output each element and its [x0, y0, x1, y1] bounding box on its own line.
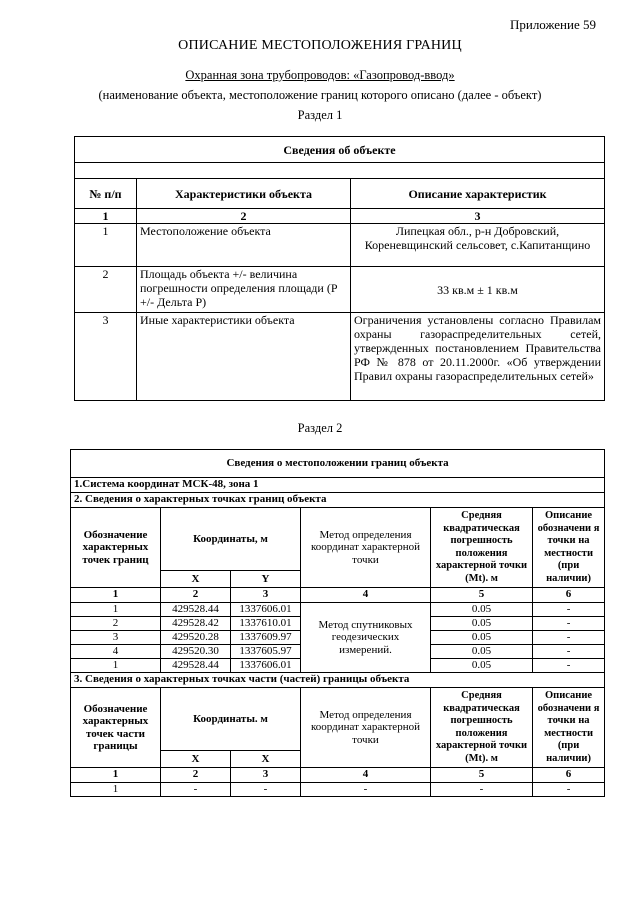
point-description: -	[533, 645, 605, 659]
table1-col-char: Характеристики объекта	[137, 179, 351, 209]
table2-index: 6	[533, 588, 605, 603]
point-description: -	[533, 617, 605, 631]
table-row	[75, 267, 605, 313]
point-x: 429528.44	[161, 603, 231, 617]
header-method: Метод определения координат характерной точки	[301, 688, 431, 768]
point-y: 1337606.01	[231, 659, 301, 673]
section-points-heading: 2. Сведения о характерных точках границ объекта	[71, 493, 605, 508]
table2-index: 1	[71, 768, 161, 783]
table-row	[71, 603, 605, 617]
header-coords-part: Координаты. м	[161, 688, 301, 751]
point-mt: 0.05	[431, 631, 533, 645]
part-point-x: -	[161, 783, 231, 797]
object-note: (наименование объекта, местоположение границ которого описано (далее - объект)	[98, 88, 542, 102]
table-row	[75, 313, 605, 401]
point-y: 1337609.97	[231, 631, 301, 645]
table2-index: 4	[301, 588, 431, 603]
point-number: 3	[71, 631, 161, 645]
part-point-method: -	[301, 783, 431, 797]
table2-index: 2	[161, 588, 231, 603]
point-mt: 0.05	[431, 645, 533, 659]
section-1-heading: Раздел 1	[297, 108, 343, 122]
row-number: 1	[75, 224, 137, 267]
part-point-description: -	[533, 783, 605, 797]
point-x: 429528.42	[161, 617, 231, 631]
table1-index: 3	[351, 209, 605, 224]
appendix-label: Приложение 59	[509, 17, 596, 32]
header-x-second: X	[231, 751, 301, 768]
header-description: Описание обозначени я точки на местности (при наличии)	[533, 508, 605, 588]
object-info-table	[74, 136, 605, 401]
point-number: 1	[71, 603, 161, 617]
table2-index: 4	[301, 768, 431, 783]
row-number: 2	[75, 267, 137, 313]
point-mt: 0.05	[431, 617, 533, 631]
table1-index: 1	[75, 209, 137, 224]
point-description: -	[533, 631, 605, 645]
header-x: X	[161, 751, 231, 768]
table2-index: 1	[71, 588, 161, 603]
object-name: Охранная зона трубопроводов: «Газопровод-ввод»	[185, 68, 455, 82]
point-description: -	[533, 659, 605, 673]
header-y: Y	[231, 571, 301, 588]
row-description: 33 кв.м ± 1 кв.м	[351, 267, 605, 313]
table1-index: 2	[137, 209, 351, 224]
point-y: 1337605.97	[231, 645, 301, 659]
table2-index: 6	[533, 768, 605, 783]
part-point-y: -	[231, 783, 301, 797]
table2-title: Сведения о местоположении границ объекта	[71, 450, 605, 478]
header-point-part: Обозначение характерных точек части границы	[71, 688, 161, 768]
header-mt: Средняя квадратическая погрешность положения характерной точки (Mt). м	[431, 508, 533, 588]
row-number: 3	[75, 313, 137, 401]
section-2-heading: Раздел 2	[297, 421, 343, 435]
table1-col-num: № п/п	[75, 179, 137, 209]
row-characteristic: Иные характеристики объекта	[137, 313, 351, 401]
row-characteristic: Площадь объекта +/- величина погрешности определения площади (P +/- Дельта P)	[137, 267, 351, 313]
table1-title: Сведения об объекте	[75, 137, 605, 163]
header-method: Метод определения координат характерной точки	[301, 508, 431, 588]
part-point-number: 1	[71, 783, 161, 797]
table2-index: 5	[431, 588, 533, 603]
point-description: -	[533, 603, 605, 617]
table1-col-desc: Описание характеристик	[351, 179, 605, 209]
row-description: Ограничения установлены согласно Правилам охраны газораспределительных сетей, утвержденных постановлением Правительства РФ № 878 от 20.11.2000г. «Об утверждении Правил охраны газораспределительных сетей»	[351, 313, 605, 401]
table2-index: 3	[231, 588, 301, 603]
point-y: 1337606.01	[231, 603, 301, 617]
table-row	[75, 224, 605, 267]
point-x: 429528.44	[161, 659, 231, 673]
part-point-mt: -	[431, 783, 533, 797]
table2-index: 3	[231, 768, 301, 783]
point-mt: 0.05	[431, 603, 533, 617]
point-number: 1	[71, 659, 161, 673]
point-number: 4	[71, 645, 161, 659]
header-mt: Средняя квадратическая погрешность положения характерной точки (Mt). м	[431, 688, 533, 768]
coordinate-system: 1.Система координат МСК-48, зона 1	[71, 478, 605, 493]
header-description: Описание обозначени я точки на местности (при наличии)	[533, 688, 605, 768]
point-y: 1337610.01	[231, 617, 301, 631]
boundary-table	[70, 449, 605, 797]
row-characteristic: Местоположение объекта	[137, 224, 351, 267]
table2-index: 2	[161, 768, 231, 783]
point-x: 429520.28	[161, 631, 231, 645]
header-coords: Координаты, м	[161, 508, 301, 571]
row-description: Липецкая обл., р-н Добровский, Кореневщинский сельсовет, с.Капитанщино	[351, 224, 605, 267]
method-cell: Метод спутниковых геодезических измерений.	[301, 603, 431, 673]
document-title: ОПИСАНИЕ МЕСТОПОЛОЖЕНИЯ ГРАНИЦ	[178, 38, 462, 53]
header-point: Обозначение характерных точек границ	[71, 508, 161, 588]
header-x: X	[161, 571, 231, 588]
point-x: 429520.30	[161, 645, 231, 659]
table-row	[71, 783, 605, 797]
table2-index: 5	[431, 768, 533, 783]
section-part-points-heading: 3. Сведения о характерных точках части (частей) границы объекта	[71, 673, 605, 688]
point-number: 2	[71, 617, 161, 631]
point-mt: 0.05	[431, 659, 533, 673]
